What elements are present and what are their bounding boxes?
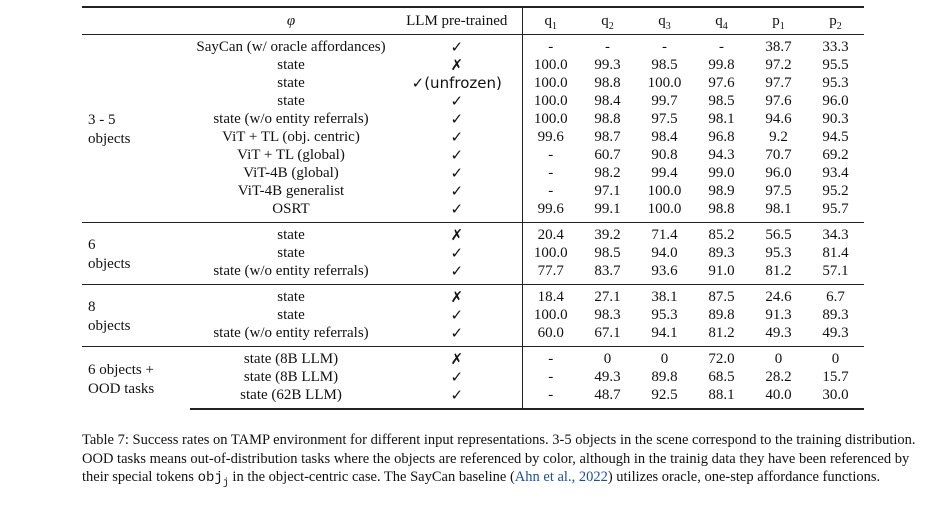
cell-q4: 96.8 [708,129,735,145]
cell-p2: 95.7 [822,201,849,217]
cell-q4: - [719,39,724,55]
cell-p1: 0 [750,347,807,369]
cell-phi: state [277,75,305,91]
group-label-line2: objects [88,318,131,334]
table-row [82,244,864,262]
cell-q3: 0 [636,347,693,369]
group-label-line1: 6 [88,237,96,253]
cell-q2: 98.8 [594,75,621,91]
cell-p1: 95.3 [765,245,792,261]
cell-q3: 99.7 [651,93,678,109]
cell-q3: 97.5 [651,111,678,127]
cell-q4: 97.6 [708,75,735,91]
cell-phi: state [277,93,305,109]
cell-q4: 91.0 [708,263,735,279]
table-caption [82,431,922,488]
cell-p1: 9.2 [769,129,788,145]
cell-p2: 93.4 [822,165,849,181]
header-q4-sub: 4 [722,21,728,32]
cell-p2: 33.3 [822,39,849,55]
table-row [82,347,864,369]
row-group [82,285,864,347]
cell-llm-pretrained: ✓ [450,146,464,164]
cell-q2: - [605,39,610,55]
cell-q3: 71.4 [636,223,693,245]
cell-q4: 88.1 [693,386,750,409]
cell-p1: 97.6 [765,93,792,109]
cell-phi: SayCan (w/ oracle affordances) [196,39,386,55]
cell-q2: 49.3 [594,369,621,385]
cell-p1: 96.0 [765,165,792,181]
cell-p2: 34.3 [807,223,864,245]
results-table-container [82,6,864,410]
cell-q1: 100.0 [522,74,579,92]
cell-phi: state (8B LLM) [190,347,392,369]
cell-q2: 67.1 [594,325,621,341]
cell-q4: 89.8 [708,307,735,323]
cell-llm-pretrained: ✓ [450,128,464,146]
cell-q2: 98.8 [594,111,621,127]
cell-q4: 85.2 [693,223,750,245]
cell-q4: 68.5 [708,369,735,385]
cell-q2: 99.1 [594,201,621,217]
group-label-line2: objects [88,256,131,272]
header-q1-sub: 1 [552,21,557,32]
cell-q1: 99.6 [522,200,579,223]
cell-llm-pretrained: ✗ [392,223,522,245]
cell-phi: state [277,57,305,73]
cell-llm-pretrained: ✓ [450,368,464,386]
header-q2-sub: 2 [608,21,614,32]
cell-q1: 18.4 [522,285,579,307]
cell-q1: 100.0 [522,244,579,262]
cell-p2: 0 [807,347,864,369]
cell-p2: 94.5 [822,129,849,145]
header-phi [190,7,392,35]
cell-phi: ViT-4B (global) [243,165,339,181]
cell-llm-pretrained: ✓ [450,324,464,342]
table-row [82,146,864,164]
cell-llm-pretrained: ✗ [392,347,522,369]
cell-q4: 99.8 [708,57,735,73]
cell-q3: 98.4 [651,129,678,145]
group-label-line1: 3 - 5 [88,112,116,128]
cell-q1: - [522,368,579,386]
cell-q2: 98.3 [594,307,621,323]
cell-p1: 91.3 [765,307,792,323]
cell-llm-pretrained: ✓ [450,182,464,200]
results-table [82,6,864,410]
cell-q4: 89.3 [708,245,735,261]
cell-phi: state [190,223,392,245]
header-p2-text: p [829,13,837,29]
cell-p1: 97.5 [765,183,792,199]
cell-llm-pretrained: ✓ [450,92,464,110]
cell-q1: 20.4 [522,223,579,245]
cell-llm-pretrained: ✓ [450,38,464,56]
cell-phi: ViT + TL (global) [237,147,345,163]
group-label-line1: 6 objects + [88,361,154,378]
cell-p1: 70.7 [765,147,792,163]
table-row [82,35,864,57]
cell-llm-pretrained: ✓ [450,244,464,262]
table-row [82,74,864,92]
cell-q1: - [522,182,579,200]
cell-p1: 38.7 [765,39,792,55]
header-q1-text: q [544,13,552,29]
cell-q3: 93.6 [651,263,678,279]
table-row [82,386,864,409]
cell-p2: 90.3 [822,111,849,127]
cell-q3: 100.0 [647,201,682,217]
cell-llm-pretrained: ✓ [450,200,464,218]
row-group [82,35,864,223]
cell-q4: 99.0 [708,165,735,181]
cell-q2: 99.3 [594,57,621,73]
table-row [82,128,864,146]
cell-p1: 94.6 [765,111,792,127]
cell-q4: 94.3 [708,147,735,163]
table-row [82,324,864,347]
cell-p1: 56.5 [750,223,807,245]
table-header [82,7,864,35]
cell-p2: 6.7 [807,285,864,307]
cell-q3: 90.8 [651,147,678,163]
cell-q2: 83.7 [594,263,621,279]
cell-llm-pretrained: ✗ [392,285,522,307]
table-row [82,56,864,74]
cell-q3: 38.1 [636,285,693,307]
cell-phi: state [190,285,392,307]
caption-code-token [197,470,229,489]
group-label [82,347,190,410]
group-label-line2: OOD tasks [88,380,155,397]
cell-p1: 98.1 [765,201,792,217]
table-row [82,200,864,223]
table-row [82,164,864,182]
header-p1-sub: 1 [779,21,785,32]
cell-p1: 97.7 [765,75,792,91]
cell-q4: 98.5 [708,93,735,109]
cell-q3: 100.0 [647,183,682,199]
cell-p1: 24.6 [750,285,807,307]
cell-phi: state (w/o entity referrals) [213,263,369,279]
caption-text-3: ) utilizes oracle, one-step affordance functions. [607,469,881,485]
group-label-line2: objects [88,131,131,147]
header-q4 [693,7,750,35]
cell-p1: 81.2 [765,263,792,279]
cell-q4: 98.9 [708,183,735,199]
cell-p2: 95.2 [822,183,849,199]
cell-q4: 87.5 [693,285,750,307]
cell-q3: - [662,39,667,55]
header-llm: LLM pre-trained [392,7,522,35]
cell-llm-pretrained: ✓(unfrozen) [411,74,502,92]
caption-text-2: in the object-centric case. The SayCan baseline ( [228,469,515,485]
cell-p2: 49.3 [822,325,849,341]
cell-phi: ViT-4B generalist [237,183,345,199]
table-row [82,92,864,110]
header-q2-text: q [601,13,609,29]
cell-p2: 30.0 [807,386,864,409]
cell-llm-pretrained: ✓ [392,386,522,409]
cell-q2: 0 [579,347,636,369]
cell-q2: 27.1 [579,285,636,307]
cell-p2: 69.2 [822,147,849,163]
table-row [82,182,864,200]
header-phi-text: φ [286,13,296,29]
cell-q4: 98.8 [708,201,735,217]
cell-q3: 92.5 [636,386,693,409]
cell-p2: 81.4 [822,245,849,261]
group-label [82,285,190,347]
cell-p1: 40.0 [750,386,807,409]
table-row [82,110,864,128]
cell-q1: - [522,146,579,164]
citation-link[interactable]: Ahn et al., 2022 [514,469,608,485]
row-group [82,223,864,285]
header-q2 [579,7,636,35]
table-row [82,262,864,285]
table-row [82,368,864,386]
header-q3 [636,7,693,35]
cell-phi: state (w/o entity referrals) [213,325,369,341]
row-group [82,347,864,410]
table-row [82,223,864,245]
cell-q3: 94.0 [651,245,678,261]
cell-q1: - [522,386,579,409]
caption-code-sub: j [222,478,229,489]
cell-q1: 100.0 [522,92,579,110]
cell-q4: 98.1 [708,111,735,127]
cell-p1: 28.2 [765,369,792,385]
group-label [82,35,190,223]
group-label-line1: 8 [88,299,96,315]
cell-q1: - [522,35,579,57]
caption-text-1: Table 7: Success rates on TAMP environment for different input representations. 3-5 objects in the scene correspond to the training distribution. OOD tasks means out-of-distribution tasks where the objects are referenced by color, although in the trainig data they have been referenced by their special tokens [82,432,916,485]
cell-q2: 97.1 [594,183,621,199]
cell-llm-pretrained: ✓ [450,164,464,182]
table-row [82,306,864,324]
cell-p1: 97.2 [765,57,792,73]
group-label [82,223,190,285]
cell-q1: 60.0 [522,324,579,347]
header-group [82,7,190,35]
cell-q3: 89.8 [651,369,678,385]
cell-llm-pretrained: ✓ [450,262,464,280]
cell-phi: state [277,307,305,323]
cell-p2: 89.3 [822,307,849,323]
cell-q2: 98.7 [594,129,621,145]
cell-q3: 98.5 [651,57,678,73]
cell-llm-pretrained: ✓ [450,110,464,128]
header-q3-sub: 3 [665,21,671,32]
cell-q1: - [522,164,579,182]
cell-q2: 98.5 [594,245,621,261]
cell-q4: 81.2 [708,325,735,341]
cell-q1: 100.0 [522,306,579,324]
cell-phi: state (62B LLM) [190,386,392,409]
cell-q2: 98.2 [594,165,621,181]
cell-p2: 15.7 [822,369,849,385]
header-p1 [750,7,807,35]
cell-p2: 95.5 [822,57,849,73]
cell-q2: 48.7 [579,386,636,409]
cell-phi: state [277,245,305,261]
cell-phi: ViT + TL (obj. centric) [222,129,360,145]
table-row [82,285,864,307]
cell-llm-pretrained: ✗ [450,56,464,74]
cell-llm-pretrained: ✓ [450,306,464,324]
cell-q3: 100.0 [647,75,682,91]
cell-q3: 94.1 [651,325,678,341]
cell-phi: OSRT [272,201,310,217]
cell-q1: 99.6 [522,128,579,146]
header-q4-text: q [715,13,723,29]
cell-p2: 95.3 [822,75,849,91]
cell-p2: 57.1 [822,263,849,279]
cell-q2: 60.7 [594,147,621,163]
caption-code-text: obj [197,470,223,486]
header-q3-text: q [658,13,666,29]
cell-q1: 77.7 [522,262,579,285]
cell-p2: 96.0 [822,93,849,109]
cell-q1: 100.0 [522,110,579,128]
cell-q3: 95.3 [651,307,678,323]
cell-q4: 72.0 [693,347,750,369]
cell-p1: 49.3 [765,325,792,341]
header-q1 [522,7,579,35]
cell-q2: 98.4 [594,93,621,109]
cell-phi: state (8B LLM) [243,369,339,385]
cell-q1: - [522,347,579,369]
header-p2-sub: 2 [836,21,842,32]
cell-q3: 99.4 [651,165,678,181]
cell-q1: 100.0 [522,56,579,74]
cell-q2: 39.2 [579,223,636,245]
header-p2 [807,7,864,35]
cell-phi: state (w/o entity referrals) [213,111,369,127]
header-p1-text: p [772,13,780,29]
